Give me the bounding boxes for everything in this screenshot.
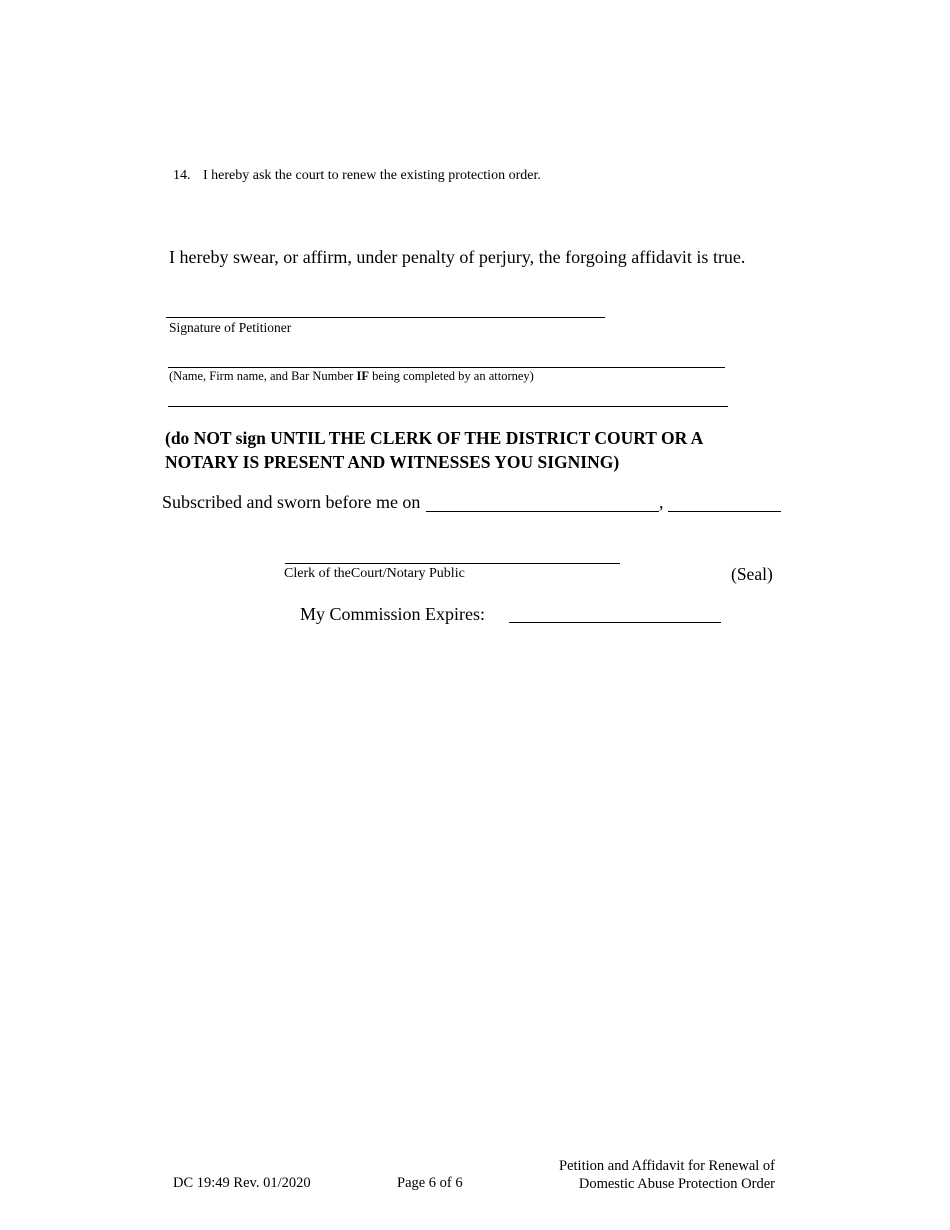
- signing-warning: (do NOT sign UNTIL THE CLERK OF THE DISTRICT COURT OR A NOTARY IS PRESENT AND WITNESSES YOU SIGNING): [165, 428, 704, 472]
- clerk-notary-label: Clerk of theCourt/Notary Public: [284, 566, 465, 581]
- clerk-signature-line[interactable]: [285, 563, 620, 564]
- form-number: DC 19:49 Rev. 01/2020: [173, 1175, 311, 1191]
- page-number: Page 6 of 6: [397, 1175, 463, 1191]
- oath-statement: I hereby swear, or affirm, under penalty of perjury, the forgoing affidavit is true.: [169, 247, 746, 267]
- attorney-info-label: (Name, Firm name, and Bar Number IF being completed by an attorney): [169, 369, 534, 383]
- petitioner-signature-line[interactable]: [166, 317, 605, 318]
- commission-expires-line[interactable]: [509, 622, 721, 623]
- petitioner-signature-label: Signature of Petitioner: [169, 320, 292, 335]
- attorney-info-line-2[interactable]: [168, 406, 728, 407]
- attorney-info-line[interactable]: [168, 367, 725, 368]
- form-title: Petition and Affidavit for Renewal of Domestic Abuse Protection Order: [559, 1158, 775, 1192]
- sworn-year-line[interactable]: [668, 511, 781, 512]
- sworn-date-line[interactable]: [426, 511, 659, 512]
- item-text: I hereby ask the court to renew the existing protection order.: [203, 168, 541, 183]
- commission-expires-label: My Commission Expires:: [300, 604, 486, 624]
- subscribed-sworn-label: Subscribed and sworn before me on: [162, 492, 421, 512]
- comma: ,: [659, 492, 664, 512]
- item-14: [173, 168, 541, 184]
- seal-label: (Seal): [731, 564, 773, 584]
- item-number: 14.: [173, 168, 191, 183]
